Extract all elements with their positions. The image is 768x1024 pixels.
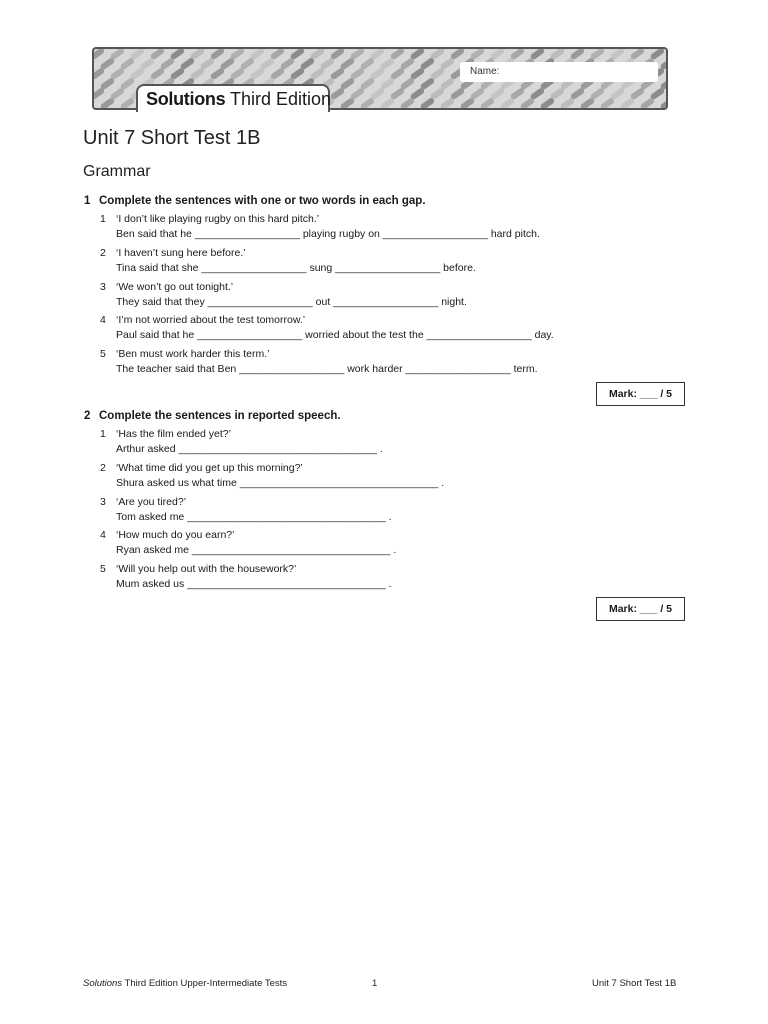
item-answer-line[interactable]: Ben said that he __________________ playing rugby on __________________ hard pitch. — [116, 228, 540, 240]
banner-dash — [440, 97, 456, 110]
item-number: 2 — [100, 247, 106, 259]
banner-dash — [580, 97, 596, 110]
banner-dash — [620, 97, 636, 110]
section-title: Grammar — [83, 163, 151, 180]
banner-dash — [560, 97, 576, 110]
item-quote: ‘Will you help out with the housework?’ — [116, 563, 297, 575]
item-quote: ‘Are you tired?’ — [116, 496, 187, 508]
banner-dash — [400, 97, 416, 110]
footer-series: Third Edition Upper-Intermediate Tests — [122, 978, 288, 989]
item-number: 4 — [100, 314, 106, 326]
banner-dash — [420, 97, 436, 110]
banner-dash — [660, 97, 668, 110]
item-answer-line[interactable]: Paul said that he __________________ worried about the test the __________________ day. — [116, 329, 554, 341]
brand-bold: Solutions — [146, 89, 226, 109]
banner-dash — [340, 97, 356, 110]
exercise-1-mark-box[interactable]: Mark: ___ / 5 — [596, 382, 685, 406]
item-answer-line[interactable]: Tom asked me __________________________________ . — [116, 511, 392, 523]
exercise-1-heading — [84, 195, 426, 207]
page-title: Unit 7 Short Test 1B — [83, 127, 261, 149]
item-answer-line[interactable]: Ryan asked me __________________________________ . — [116, 544, 397, 556]
banner-dash — [640, 97, 656, 110]
brand-edition: Third Edition — [225, 89, 332, 109]
item-number: 4 — [100, 529, 106, 541]
item-quote: ‘Ben must work harder this term.’ — [116, 348, 270, 360]
item-quote: ‘I don’t like playing rugby on this hard pitch.’ — [116, 213, 320, 225]
banner-dash — [360, 97, 376, 110]
item-quote: ‘What time did you get up this morning?’ — [116, 462, 303, 474]
banner-dash — [120, 97, 136, 110]
item-answer-line[interactable]: Tina said that she __________________ sung __________________ before. — [116, 262, 476, 274]
item-number: 1 — [100, 213, 106, 225]
name-label: Name: — [470, 66, 500, 77]
banner-dash — [600, 97, 616, 110]
exercise-instruction: Complete the sentences in reported speech. — [99, 410, 341, 422]
item-quote: ‘Has the film ended yet?’ — [116, 428, 231, 440]
exercise-2-heading — [84, 410, 341, 422]
banner-dash — [100, 97, 116, 110]
banner-dash — [520, 97, 536, 110]
exercise-number: 2 — [84, 410, 91, 422]
banner-dash — [480, 97, 496, 110]
footer-brand: Solutions — [83, 978, 123, 989]
item-answer-line[interactable]: Shura asked us what time __________________________________ . — [116, 477, 445, 489]
exercise-2-mark-box[interactable]: Mark: ___ / 5 — [596, 597, 685, 621]
item-quote: ‘I haven’t sung here before.’ — [116, 247, 246, 259]
item-quote: ‘We won’t go out tonight.’ — [116, 281, 234, 293]
banner-dash — [500, 97, 516, 110]
item-number: 3 — [100, 281, 106, 293]
brand-logo — [146, 89, 331, 110]
item-number: 5 — [100, 563, 106, 575]
item-answer-line[interactable]: Arthur asked __________________________________ . — [116, 443, 383, 455]
item-answer-line[interactable]: They said that they __________________ out __________________ night. — [116, 296, 467, 308]
footer-page-number: 1 — [372, 978, 378, 989]
item-quote: ‘I’m not worried about the test tomorrow.’ — [116, 314, 306, 326]
banner-dash — [540, 97, 556, 110]
exercise-instruction: Complete the sentences with one or two words in each gap. — [99, 195, 426, 207]
banner-dash — [380, 97, 396, 110]
footer-left — [83, 978, 287, 989]
exercise-number: 1 — [84, 195, 91, 207]
footer-right: Unit 7 Short Test 1B — [592, 978, 677, 989]
item-answer-line[interactable]: Mum asked us __________________________________ . — [116, 578, 392, 590]
item-answer-line[interactable]: The teacher said that Ben __________________ work harder __________________ term. — [116, 363, 538, 375]
item-number: 2 — [100, 462, 106, 474]
item-number: 3 — [100, 496, 106, 508]
item-quote: ‘How much do you earn?’ — [116, 529, 235, 541]
item-number: 1 — [100, 428, 106, 440]
banner-dash — [94, 49, 105, 60]
item-number: 5 — [100, 348, 106, 360]
banner-dash — [460, 97, 476, 110]
